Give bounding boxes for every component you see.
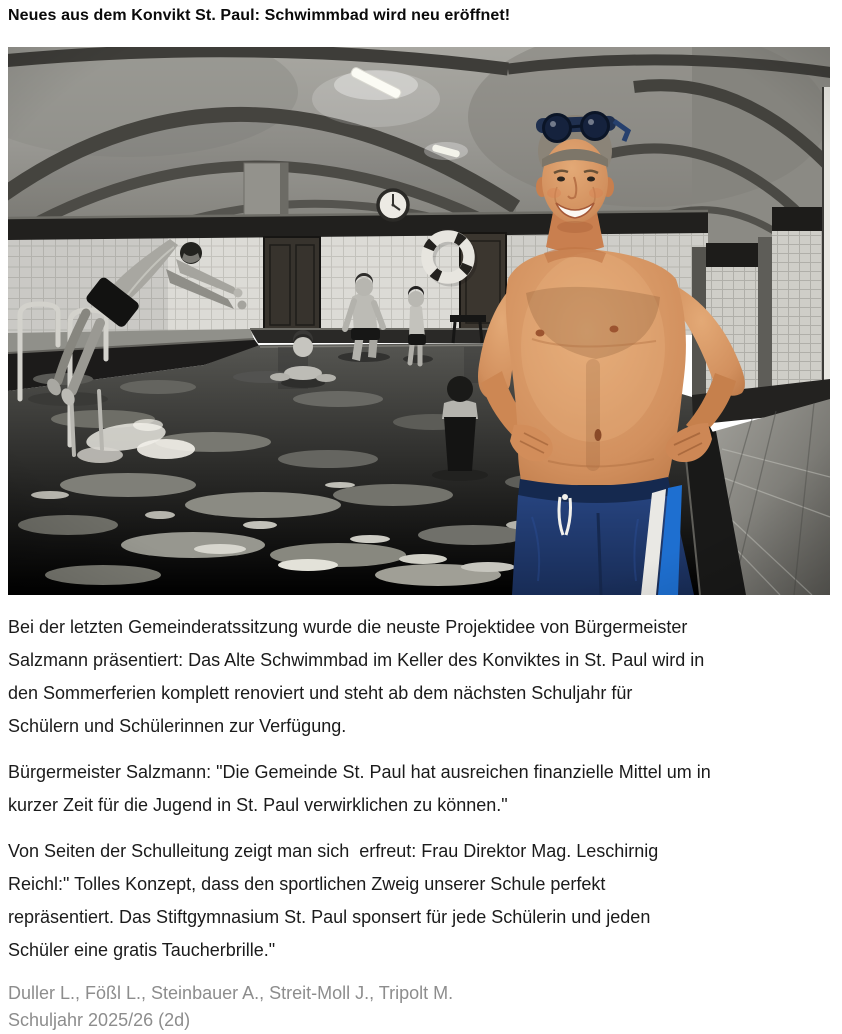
- text-line: Von Seiten der Schulleitung zeigt man sich erfreut: Frau Direktor Mag. Leschirnig: [8, 841, 659, 861]
- text-line: Schülern und Schülerinnen zur Verfügung.: [8, 716, 347, 736]
- paragraph-1: [8, 611, 830, 743]
- text-line: Bürgermeister Salzmann: "Die Gemeinde St. Paul hat ausreichen finanzielle Mittel um in: [8, 762, 711, 782]
- byline-authors: Duller L., Fößl L., Steinbauer A., Streit-Moll J., Tripolt M.: [8, 983, 454, 1003]
- hero-photo: [8, 47, 830, 595]
- text-line: Reichl:" Tolles Konzept, dass den sportlichen Zweig unserer Schule perfekt: [8, 874, 606, 894]
- article-body: [8, 611, 830, 1034]
- byline: [8, 980, 830, 1034]
- text-line: repräsentiert. Das Stiftgymnasium St. Paul sponsert für jede Schülerin und jeden: [8, 907, 651, 927]
- text-line: Bei der letzten Gemeinderatssitzung wurde die neuste Projektidee von Bürgermeister: [8, 617, 688, 637]
- photo-vignette: [8, 47, 830, 595]
- paragraph-3: [8, 835, 830, 967]
- byline-schoolyear: Schuljahr 2025/26 (2d): [8, 1010, 191, 1030]
- text-line: den Sommerferien komplett renoviert und steht ab dem nächsten Schuljahr für: [8, 683, 633, 703]
- text-line: Schüler eine gratis Taucherbrille.": [8, 940, 276, 960]
- paragraph-2: [8, 756, 830, 822]
- headline: Neues aus dem Konvikt St. Paul: Schwimmbad wird neu eröffnet!: [8, 7, 511, 24]
- text-line: Salzmann präsentiert: Das Alte Schwimmbad im Keller des Konviktes in St. Paul wird in: [8, 650, 705, 670]
- text-line: kurzer Zeit für die Jugend in St. Paul verwirklichen zu können.": [8, 795, 508, 815]
